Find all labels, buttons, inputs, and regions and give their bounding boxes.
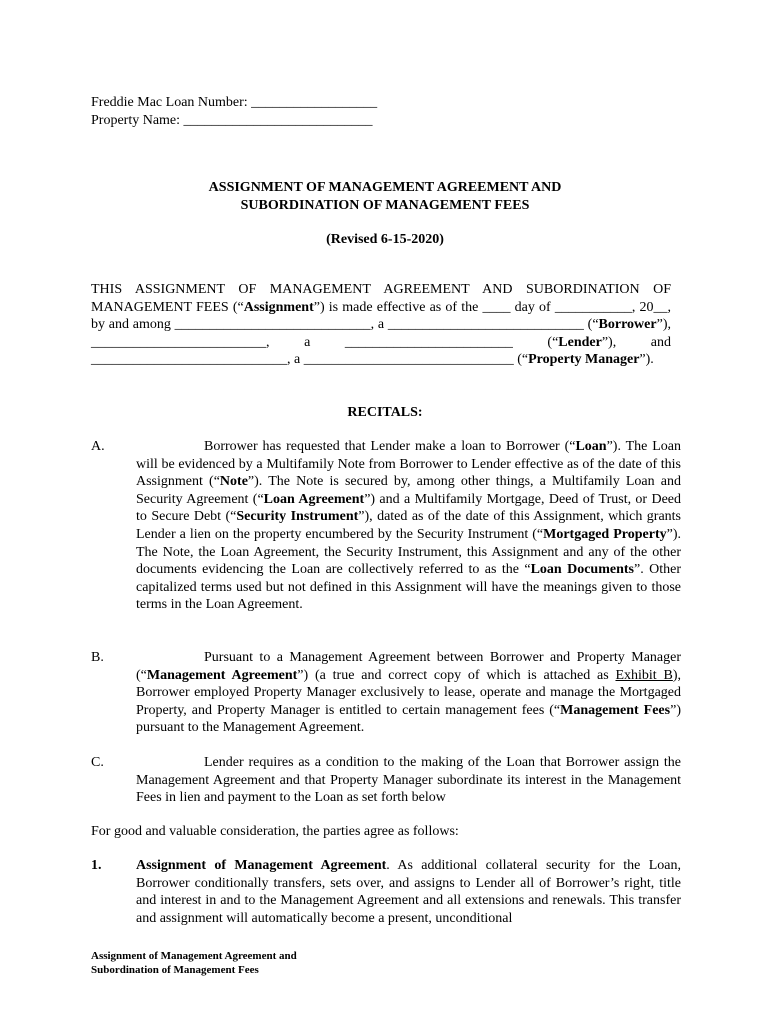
intro-text-4: ”), and ____________________________, a ______________________________ (“ — [91, 334, 671, 368]
recital-a-text-6: ”). The Note, the Loan Agreement, the Security Instrument, this Assignment and any of the other documents evidencing the Loan are collectively referred to as the “ — [136, 526, 681, 578]
recital-a-text-2: ”). The Loan will be evidenced by a Multifamily Note from Borrower to Lender effective as of the date of this Assignment (“ — [136, 439, 681, 490]
section-1 — [91, 857, 681, 927]
recital-b-text-1: Pursuant to a Management Agreement between Borrower and Property Manager (“ — [136, 650, 681, 683]
intro-text-3: ”), _________________________, a ________________________ (“ — [91, 317, 671, 350]
recital-a-text-1: Borrower has requested that Lender make a loan to Borrower (“ — [204, 439, 576, 454]
recitals-heading: RECITALS: — [347, 405, 423, 420]
term-security-instrument: Security Instrument — [236, 509, 359, 525]
loan-number-field: Freddie Mac Loan Number: __________________ — [91, 95, 378, 110]
recital-c-label: C. — [91, 755, 104, 770]
property-name-field: Property Name: ___________________________ — [91, 112, 373, 128]
recital-b-text-4: ”) pursuant to the Management Agreement. — [136, 702, 681, 736]
term-loan: Loan — [575, 439, 607, 454]
recital-a-text-3: ”). The Note is secured by, among other things, a Multifamily Loan and Security Agreement (“ — [136, 474, 681, 507]
term-assignment: Assignment — [243, 299, 314, 315]
recital-b-text-2: ”) (a true and correct copy of which is attached as — [297, 667, 616, 683]
recital-a — [91, 438, 681, 614]
recital-c — [91, 754, 681, 807]
term-loan-agreement: Loan Agreement — [263, 491, 365, 507]
section-1-body: . As additional collateral security for the Loan, Borrower conditionally transfers, sets over, and assigns to Lender all of Borrower’s right, title and interest in and to the Management Agreement and all extensions and renewals. This transfer and assignment will automatically become a present, unconditional — [136, 858, 682, 926]
exhibit-b-reference: Exhibit B — [615, 667, 673, 683]
term-loan-documents: Loan Documents — [530, 562, 634, 578]
recital-a-text — [136, 438, 681, 614]
section-1-text — [136, 857, 681, 927]
header-fields — [91, 94, 377, 129]
recital-b-text — [136, 649, 681, 737]
recital-b-label: B. — [91, 650, 104, 665]
recital-a-label: A. — [91, 439, 105, 454]
recital-a-text-7: ”. Other capitalized terms used but not defined in this Assignment will have the meanings given to those terms in the Loan Agreement. — [136, 562, 681, 613]
page-footer — [91, 949, 297, 977]
footer-line1: Assignment of Management Agreement and — [91, 950, 297, 962]
recital-c-text — [136, 754, 681, 807]
recital-a-text-4: ”) and a Multifamily Mortgage, Deed of Trust, or Deed to Secure Debt (“ — [136, 491, 681, 525]
footer-line2: Subordination of Management Fees — [91, 964, 259, 976]
intro-text-1: THIS ASSIGNMENT OF MANAGEMENT AGREEMENT AND SUBORDINATION OF MANAGEMENT FEES (“ — [91, 282, 671, 315]
term-lender: Lender — [558, 334, 602, 350]
term-management-fees: Management Fees — [560, 702, 671, 718]
document-title-line1: ASSIGNMENT OF MANAGEMENT AGREEMENT AND — [208, 180, 562, 195]
consideration-statement: For good and valuable consideration, the parties agree as follows: — [91, 824, 459, 839]
section-1-heading: Assignment of Management Agreement — [136, 858, 387, 873]
revision-date: (Revised 6-15-2020) — [326, 232, 444, 247]
recital-b — [91, 649, 681, 737]
term-borrower: Borrower — [598, 317, 657, 333]
intro-text-5: ”). — [639, 352, 654, 368]
term-note: Note — [219, 474, 248, 490]
intro-paragraph — [91, 281, 671, 369]
intro-text-2: ”) is made effective as of the ____ day of ___________, 20__, by and among ____________________________, a ____________________________ (“ — [91, 299, 671, 333]
term-property-manager: Property Manager — [528, 352, 640, 368]
recital-c-text-1: Lender requires as a condition to the making of the Loan that Borrower assign the Management Agreement and that Property Manager subordinate its interest in the Management Fees in lien and payment to the Loan as set forth below — [136, 755, 681, 806]
document-title-line2: SUBORDINATION OF MANAGEMENT FEES — [240, 198, 530, 213]
term-management-agreement: Management Agreement — [146, 667, 298, 683]
term-mortgaged-property: Mortgaged Property — [543, 526, 667, 542]
recital-b-text-3: ), Borrower employed Property Manager exclusively to lease, operate and manage the Mortgaged Property, and Property Manager is entitled to certain management fees (“ — [136, 667, 682, 718]
recital-a-text-5: ”), dated as of the date of this Assignment, which grants Lender a lien on the property encumbered by the Security Instrument (“ — [136, 509, 682, 542]
section-1-label: 1. — [91, 858, 102, 873]
